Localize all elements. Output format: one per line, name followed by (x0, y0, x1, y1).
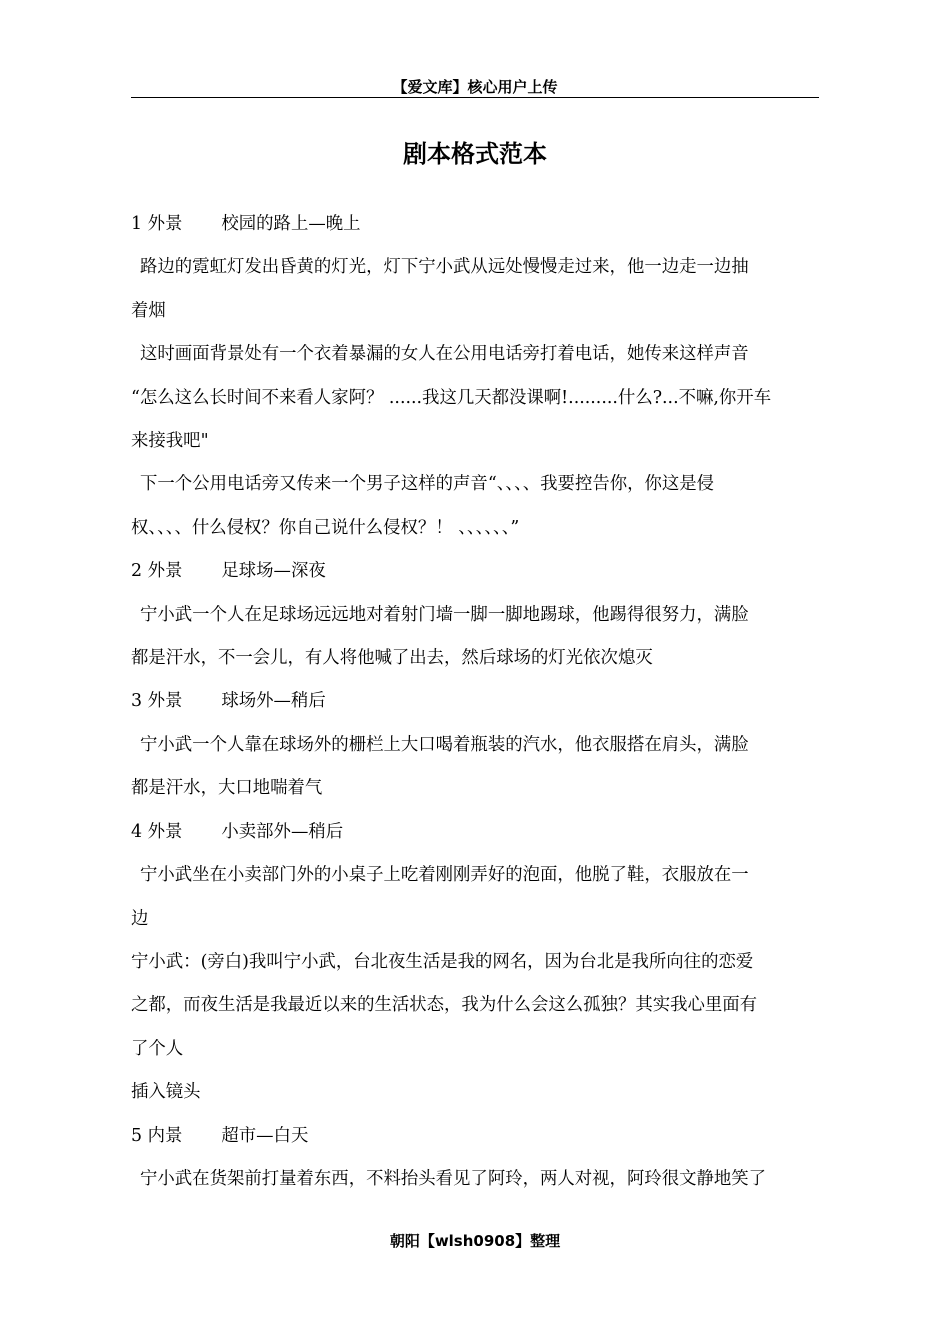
scene-location: 超市—白天 (221, 1125, 309, 1146)
dialogue-line: 来接我吧" (131, 431, 209, 452)
page-header: 【爱文库】核心用户上传 (392, 78, 558, 96)
action-line: 着烟 (131, 300, 166, 321)
scene-location: 小卖部外—稍后 (221, 821, 344, 842)
scene-number: 2 外景 (131, 561, 183, 582)
action-line: 宁小武一个人在足球场远远地对着射门墙一脚一脚地踢球，他踢得很努力，满脸 (140, 604, 749, 625)
scene-location: 球场外—稍后 (221, 691, 326, 712)
insert-shot-note: 插入镜头 (131, 1082, 201, 1103)
action-line: 下一个公用电话旁又传来一个男子这样的声音“、、、、我要控告你，你这是侵 (140, 474, 715, 495)
action-line: 宁小武坐在小卖部门外的小桌子上吃着刚刚弄好的泡面，他脱了鞋，衣服放在一 (140, 865, 749, 886)
voiceover-line: 之都，而夜生活是我最近以来的生活状态，我为什么会这么孤独？其实我心里面有 (131, 995, 758, 1016)
scene-heading (131, 550, 821, 593)
scene-number: 4 外景 (131, 821, 183, 842)
action-line: 这时画面背景处有一个衣着暴漏的女人在公用电话旁打着电话，她传来这样声音 (140, 344, 749, 365)
scene-number: 1 外景 (131, 214, 183, 234)
dialogue-line: “怎么这么长时间不来看人家阿？ ......我这几天都没课啊!.........什么?...不嘛,你开车 (131, 387, 772, 408)
action-line: 权、、、、什么侵权？你自己说什么侵权？！ 、、、、、、” (131, 517, 520, 538)
scene-number: 5 内景 (131, 1125, 183, 1146)
page-footer: 朝阳【wlsh0908】整理 (389, 1232, 561, 1250)
scene-heading (131, 1115, 821, 1158)
action-line: 都是汗水，大口地喘着气 (131, 778, 323, 799)
scene-heading (131, 680, 821, 723)
scene-heading (131, 811, 821, 854)
voiceover-line: 宁小武：(旁白)我叫宁小武，台北夜生活是我的网名，因为台北是我所向往的恋爱 (131, 951, 754, 972)
voiceover-line: 了个人 (131, 1038, 184, 1059)
scene-location: 校园的路上—晚上 (221, 214, 361, 234)
scene-location: 足球场—深夜 (221, 561, 326, 582)
scene-number: 3 外景 (131, 691, 183, 712)
action-line: 边 (131, 908, 149, 929)
action-line: 都是汗水，不一会儿，有人将他喊了出去，然后球场的灯光依次熄灭 (131, 648, 653, 669)
script-body (131, 203, 821, 1201)
document-title: 剧本格式范本 (403, 140, 547, 168)
scene-heading (131, 203, 821, 246)
action-line: 宁小武在货架前打量着东西，不料抬头看见了阿玲，两人对视，阿玲很文静地笑了 (140, 1168, 767, 1189)
header-rule (131, 97, 819, 98)
action-line: 路边的霓虹灯发出昏黄的灯光，灯下宁小武从远处慢慢走过来，他一边走一边抽 (140, 257, 749, 278)
action-line: 宁小武一个人靠在球场外的栅栏上大口喝着瓶装的汽水，他衣服搭在肩头，满脸 (140, 734, 749, 755)
